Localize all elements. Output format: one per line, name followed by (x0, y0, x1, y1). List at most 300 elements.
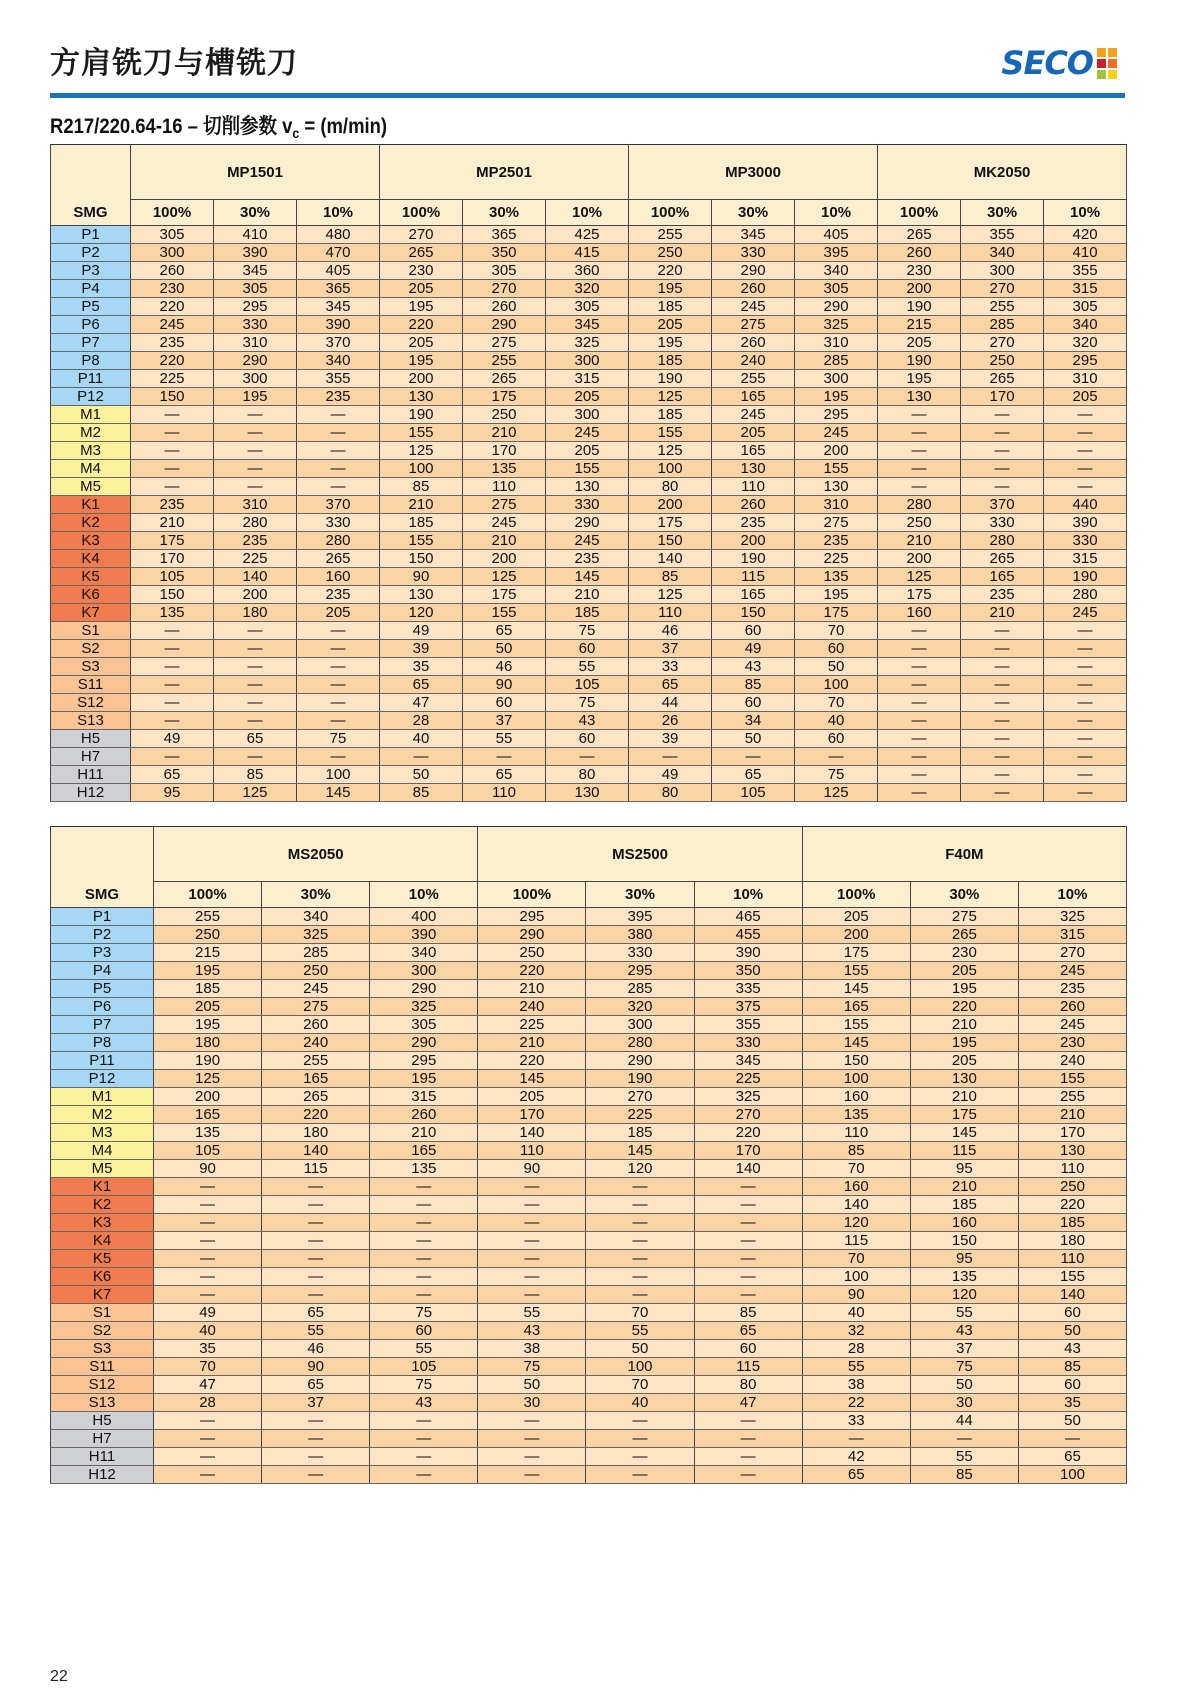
value-cell: 245 (131, 316, 214, 334)
value-cell: 200 (878, 550, 961, 568)
value-cell: — (961, 460, 1044, 478)
value-cell: 245 (795, 424, 878, 442)
value-cell: 235 (131, 334, 214, 352)
value-cell: 26 (629, 712, 712, 730)
value-cell: 235 (961, 586, 1044, 604)
value-cell: 295 (214, 298, 297, 316)
value-cell: 175 (463, 388, 546, 406)
value-cell: 90 (463, 676, 546, 694)
value-cell: — (694, 1214, 802, 1232)
value-cell: — (1044, 478, 1127, 496)
value-cell: 95 (131, 784, 214, 802)
value-cell: — (478, 1448, 586, 1466)
value-cell: 43 (370, 1394, 478, 1412)
smg-cell: M5 (51, 478, 131, 496)
smg-cell: P8 (51, 352, 131, 370)
value-cell: 22 (802, 1394, 910, 1412)
seco-logo (1001, 44, 1117, 82)
value-cell: 470 (297, 244, 380, 262)
value-cell: 305 (214, 280, 297, 298)
value-cell: 265 (262, 1088, 370, 1106)
value-cell: 195 (910, 1034, 1018, 1052)
grade-header: MK2050 (878, 145, 1127, 200)
value-cell: — (694, 1286, 802, 1304)
value-cell: 180 (262, 1124, 370, 1142)
value-cell: 110 (712, 478, 795, 496)
value-cell: 230 (878, 262, 961, 280)
table-row (51, 908, 1127, 926)
value-cell: 290 (214, 352, 297, 370)
smg-cell: P2 (51, 926, 154, 944)
value-cell: 205 (380, 280, 463, 298)
value-cell: 160 (297, 568, 380, 586)
value-cell: 275 (463, 334, 546, 352)
value-cell: 150 (131, 586, 214, 604)
value-cell: 480 (297, 226, 380, 244)
value-cell: 75 (370, 1376, 478, 1394)
value-cell: 165 (154, 1106, 262, 1124)
value-cell: — (478, 1430, 586, 1448)
value-cell: — (262, 1196, 370, 1214)
value-cell: 235 (546, 550, 629, 568)
value-cell: 43 (546, 712, 629, 730)
value-cell: 155 (546, 460, 629, 478)
value-cell: 140 (694, 1160, 802, 1178)
value-cell: 305 (546, 298, 629, 316)
value-cell: — (131, 622, 214, 640)
table-row (51, 370, 1127, 388)
value-cell: 275 (712, 316, 795, 334)
table-row (51, 1286, 1127, 1304)
smg-cell: M3 (51, 442, 131, 460)
value-cell: 265 (297, 550, 380, 568)
value-cell: — (694, 1448, 802, 1466)
value-cell: 185 (910, 1196, 1018, 1214)
value-cell: 110 (463, 784, 546, 802)
value-cell: 235 (795, 532, 878, 550)
value-cell: 410 (214, 226, 297, 244)
smg-cell: H5 (51, 1412, 154, 1430)
table-row (51, 1070, 1127, 1088)
value-cell: — (961, 442, 1044, 460)
value-cell: 195 (154, 1016, 262, 1034)
value-cell: 400 (370, 908, 478, 926)
smg-cell: S12 (51, 694, 131, 712)
value-cell: 390 (214, 244, 297, 262)
value-cell: 80 (694, 1376, 802, 1394)
value-cell: 110 (1018, 1160, 1126, 1178)
smg-cell: K7 (51, 1286, 154, 1304)
value-cell: 325 (1018, 908, 1126, 926)
value-cell: 185 (629, 298, 712, 316)
value-cell: 205 (802, 908, 910, 926)
section-subtitle (50, 110, 387, 141)
value-cell: — (370, 1412, 478, 1430)
value-cell: 265 (380, 244, 463, 262)
value-cell: 255 (154, 908, 262, 926)
table-row (51, 1106, 1127, 1124)
value-cell: 125 (795, 784, 878, 802)
table-row (51, 1358, 1127, 1376)
table-row (51, 352, 1127, 370)
value-cell: 70 (802, 1160, 910, 1178)
value-cell: 50 (586, 1340, 694, 1358)
value-cell: 125 (629, 388, 712, 406)
value-cell: 170 (463, 442, 546, 460)
value-cell: 55 (910, 1304, 1018, 1322)
value-cell: — (262, 1250, 370, 1268)
value-cell: 220 (131, 298, 214, 316)
value-cell: 140 (478, 1124, 586, 1142)
value-cell: 125 (629, 442, 712, 460)
value-cell: 230 (131, 280, 214, 298)
value-cell: 145 (478, 1070, 586, 1088)
value-cell: — (370, 1268, 478, 1286)
table-row (51, 298, 1127, 316)
value-cell: — (214, 442, 297, 460)
value-cell: — (131, 442, 214, 460)
value-cell: 85 (629, 568, 712, 586)
value-cell: 210 (131, 514, 214, 532)
value-cell: 340 (297, 352, 380, 370)
value-cell: 95 (910, 1250, 1018, 1268)
table-row (51, 1466, 1127, 1484)
value-cell: 405 (795, 226, 878, 244)
value-cell: — (1018, 1430, 1126, 1448)
value-cell: 100 (1018, 1466, 1126, 1484)
value-cell: 185 (629, 406, 712, 424)
value-cell: 90 (154, 1160, 262, 1178)
value-cell: 85 (214, 766, 297, 784)
value-cell: 200 (795, 442, 878, 460)
value-cell: 100 (297, 766, 380, 784)
value-cell: 85 (380, 784, 463, 802)
value-cell: 355 (297, 370, 380, 388)
value-cell: 105 (154, 1142, 262, 1160)
value-cell: — (262, 1232, 370, 1250)
value-cell: — (1044, 460, 1127, 478)
value-cell: — (878, 424, 961, 442)
value-cell: 135 (154, 1124, 262, 1142)
page-number: 22 (50, 1668, 68, 1685)
value-cell: 425 (546, 226, 629, 244)
value-cell: — (586, 1286, 694, 1304)
value-cell: — (131, 424, 214, 442)
value-cell: 270 (1018, 944, 1126, 962)
value-cell: — (694, 1466, 802, 1484)
value-cell: — (370, 1196, 478, 1214)
value-cell: 325 (546, 334, 629, 352)
value-cell: 280 (297, 532, 380, 550)
value-cell: 325 (694, 1088, 802, 1106)
value-cell: 175 (802, 944, 910, 962)
value-cell: 140 (1018, 1286, 1126, 1304)
grade-header: MS2500 (478, 827, 802, 882)
table-row (51, 1178, 1127, 1196)
value-cell: — (694, 1196, 802, 1214)
table-row (51, 748, 1127, 766)
value-cell: 39 (380, 640, 463, 658)
value-cell: 175 (910, 1106, 1018, 1124)
value-cell: 210 (478, 1034, 586, 1052)
smg-cell: P12 (51, 1070, 154, 1088)
value-cell: — (463, 748, 546, 766)
value-cell: 160 (802, 1178, 910, 1196)
smg-cell: M2 (51, 1106, 154, 1124)
table-row (51, 1232, 1127, 1250)
value-cell: 170 (694, 1142, 802, 1160)
value-cell: 310 (214, 334, 297, 352)
value-cell: 270 (694, 1106, 802, 1124)
smg-cell: S1 (51, 622, 131, 640)
value-cell: — (586, 1412, 694, 1430)
value-cell: 335 (694, 980, 802, 998)
value-cell: 55 (463, 730, 546, 748)
value-cell: 125 (380, 442, 463, 460)
grade-header: MP2501 (380, 145, 629, 200)
value-cell: — (586, 1178, 694, 1196)
percent-header: 100% (878, 200, 961, 226)
value-cell: 290 (370, 980, 478, 998)
smg-cell: P2 (51, 244, 131, 262)
value-cell: — (154, 1196, 262, 1214)
value-cell: 290 (478, 926, 586, 944)
value-cell: 35 (154, 1340, 262, 1358)
smg-cell: H11 (51, 1448, 154, 1466)
value-cell: — (297, 694, 380, 712)
value-cell: 240 (1018, 1052, 1126, 1070)
value-cell: 130 (1018, 1142, 1126, 1160)
smg-cell: P4 (51, 280, 131, 298)
value-cell: — (262, 1430, 370, 1448)
value-cell: — (154, 1214, 262, 1232)
value-cell: — (878, 478, 961, 496)
value-cell: 225 (795, 550, 878, 568)
value-cell: 125 (878, 568, 961, 586)
percent-header: 30% (961, 200, 1044, 226)
value-cell: 145 (802, 980, 910, 998)
value-cell: — (1044, 442, 1127, 460)
value-cell: 195 (629, 280, 712, 298)
value-cell: 170 (478, 1106, 586, 1124)
value-cell: 38 (802, 1376, 910, 1394)
value-cell: 295 (795, 406, 878, 424)
value-cell: — (262, 1286, 370, 1304)
value-cell: 70 (586, 1304, 694, 1322)
value-cell: — (131, 694, 214, 712)
value-cell: — (478, 1250, 586, 1268)
subtitle-tail: = (m/min) (299, 115, 388, 138)
value-cell: 290 (586, 1052, 694, 1070)
value-cell: 295 (1044, 352, 1127, 370)
value-cell: 47 (694, 1394, 802, 1412)
value-cell: 200 (878, 280, 961, 298)
value-cell: 130 (380, 388, 463, 406)
value-cell: 110 (802, 1124, 910, 1142)
value-cell: 315 (370, 1088, 478, 1106)
value-cell: — (694, 1178, 802, 1196)
value-cell: 375 (694, 998, 802, 1016)
value-cell: 175 (878, 586, 961, 604)
value-cell: 295 (478, 908, 586, 926)
value-cell: 60 (712, 622, 795, 640)
value-cell: 46 (629, 622, 712, 640)
value-cell: 60 (795, 640, 878, 658)
value-cell: 70 (154, 1358, 262, 1376)
table-row (51, 1412, 1127, 1430)
percent-header: 100% (131, 200, 214, 226)
value-cell: 265 (463, 370, 546, 388)
value-cell: 230 (380, 262, 463, 280)
smg-cell: H11 (51, 766, 131, 784)
value-cell: 49 (712, 640, 795, 658)
value-cell: 95 (910, 1160, 1018, 1178)
value-cell: — (961, 748, 1044, 766)
value-cell: 110 (478, 1142, 586, 1160)
value-cell: 155 (629, 424, 712, 442)
value-cell: 50 (1018, 1322, 1126, 1340)
value-cell: — (154, 1430, 262, 1448)
value-cell: 275 (795, 514, 878, 532)
value-cell: 175 (463, 586, 546, 604)
value-cell: 220 (131, 352, 214, 370)
value-cell: 300 (546, 352, 629, 370)
smg-cell: M4 (51, 1142, 154, 1160)
value-cell: 70 (802, 1250, 910, 1268)
value-cell: 420 (1044, 226, 1127, 244)
smg-cell: M5 (51, 1160, 154, 1178)
value-cell: 65 (463, 622, 546, 640)
value-cell: 185 (586, 1124, 694, 1142)
value-cell: 55 (370, 1340, 478, 1358)
value-cell: — (297, 712, 380, 730)
value-cell: 37 (463, 712, 546, 730)
value-cell: 270 (961, 280, 1044, 298)
table-row (51, 1196, 1127, 1214)
value-cell: 250 (1018, 1178, 1126, 1196)
value-cell: 200 (214, 586, 297, 604)
value-cell: — (370, 1448, 478, 1466)
value-cell: 44 (910, 1412, 1018, 1430)
value-cell: 235 (297, 388, 380, 406)
value-cell: 60 (1018, 1304, 1126, 1322)
table-row (51, 388, 1127, 406)
smg-cell: P3 (51, 262, 131, 280)
smg-cell: K5 (51, 1250, 154, 1268)
value-cell: 200 (712, 532, 795, 550)
value-cell: 330 (214, 316, 297, 334)
value-cell: 340 (1044, 316, 1127, 334)
value-cell: 85 (712, 676, 795, 694)
value-cell: 165 (370, 1142, 478, 1160)
value-cell: 60 (546, 640, 629, 658)
value-cell: 85 (380, 478, 463, 496)
table-row (51, 1016, 1127, 1034)
value-cell: 55 (478, 1304, 586, 1322)
smg-cell: S1 (51, 1304, 154, 1322)
value-cell: 260 (131, 262, 214, 280)
value-cell: — (380, 748, 463, 766)
value-cell: — (586, 1430, 694, 1448)
table-row (51, 1394, 1127, 1412)
value-cell: — (878, 640, 961, 658)
value-cell: 370 (297, 334, 380, 352)
value-cell: 245 (712, 406, 795, 424)
value-cell: 37 (629, 640, 712, 658)
value-cell: — (586, 1268, 694, 1286)
value-cell: 195 (380, 352, 463, 370)
value-cell: 220 (262, 1106, 370, 1124)
table-row (51, 694, 1127, 712)
value-cell: 395 (586, 908, 694, 926)
value-cell: 50 (478, 1376, 586, 1394)
value-cell: 185 (546, 604, 629, 622)
value-cell: 290 (795, 298, 878, 316)
value-cell: 125 (629, 586, 712, 604)
smg-cell: S2 (51, 1322, 154, 1340)
smg-cell: M1 (51, 1088, 154, 1106)
value-cell: 300 (370, 962, 478, 980)
value-cell: 70 (795, 694, 878, 712)
value-cell: — (694, 1250, 802, 1268)
table-row (51, 406, 1127, 424)
value-cell: 365 (463, 226, 546, 244)
smg-cell: S3 (51, 1340, 154, 1358)
smg-cell: P11 (51, 1052, 154, 1070)
value-cell: 50 (910, 1376, 1018, 1394)
value-cell: 270 (380, 226, 463, 244)
value-cell: — (214, 622, 297, 640)
value-cell: — (262, 1178, 370, 1196)
value-cell: 210 (878, 532, 961, 550)
smg-cell: H7 (51, 1430, 154, 1448)
value-cell: 155 (1018, 1070, 1126, 1088)
value-cell: 310 (1044, 370, 1127, 388)
value-cell: — (370, 1214, 478, 1232)
value-cell: 260 (463, 298, 546, 316)
table-row (51, 1034, 1127, 1052)
value-cell: — (297, 622, 380, 640)
percent-header: 30% (586, 882, 694, 908)
value-cell: — (154, 1250, 262, 1268)
value-cell: — (297, 748, 380, 766)
smg-cell: K6 (51, 586, 131, 604)
value-cell: 330 (712, 244, 795, 262)
value-cell: 38 (478, 1340, 586, 1358)
value-cell: 65 (1018, 1448, 1126, 1466)
value-cell: 35 (380, 658, 463, 676)
value-cell: — (370, 1430, 478, 1448)
value-cell: 150 (712, 604, 795, 622)
smg-cell: K4 (51, 1232, 154, 1250)
table-row (51, 926, 1127, 944)
value-cell: 40 (795, 712, 878, 730)
value-cell: 345 (712, 226, 795, 244)
percent-header: 30% (463, 200, 546, 226)
value-cell: 230 (910, 944, 1018, 962)
value-cell: 200 (463, 550, 546, 568)
value-cell: 90 (802, 1286, 910, 1304)
value-cell: 33 (802, 1412, 910, 1430)
header-rule (50, 93, 1125, 98)
value-cell: 140 (802, 1196, 910, 1214)
value-cell: 120 (586, 1160, 694, 1178)
value-cell: 310 (795, 334, 878, 352)
value-cell: 235 (297, 586, 380, 604)
value-cell: 190 (1044, 568, 1127, 586)
value-cell: — (694, 1232, 802, 1250)
value-cell: 65 (694, 1322, 802, 1340)
